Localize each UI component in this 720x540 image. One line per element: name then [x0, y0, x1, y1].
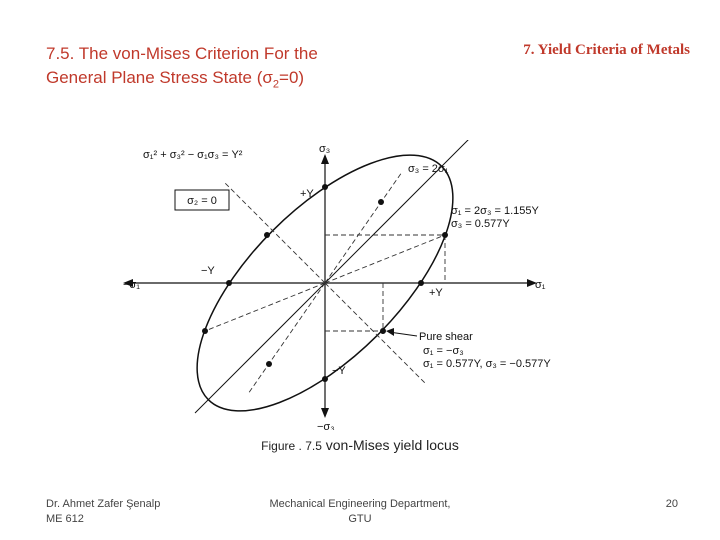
label-point-a-2: σ₃ = 0.577Y	[451, 218, 510, 230]
axis-sigma1-left-label: −σ₁	[123, 279, 140, 291]
condition-label: σ₂ = 0	[187, 195, 217, 207]
point-plus-y-sigma1	[418, 280, 424, 286]
label-minus-y-bottom: −Y	[332, 365, 346, 377]
footer-dept-line2: GTU	[348, 513, 372, 525]
footer-course: ME 612	[46, 513, 84, 525]
footer-author-block	[46, 497, 160, 527]
axis-sigma1-right-label: σ₁	[535, 279, 546, 291]
point-sigma3-2sigma1	[378, 199, 384, 205]
label-sigma3-2sigma1: σ₃ = 2σ₁	[408, 163, 449, 175]
footer-author: Dr. Ahmet Zafer Şenalp	[46, 498, 161, 510]
point-plus-y-sigma3	[322, 184, 328, 190]
point-sigma3-2sigma1-neg	[266, 361, 272, 367]
label-minus-y-left: −Y	[201, 265, 215, 277]
point-sigma1-2sigma3	[442, 232, 448, 238]
label-shear-1: σ₁ = −σ₃	[423, 345, 464, 357]
slide-title	[46, 42, 406, 96]
yield-locus-diagram	[115, 140, 595, 430]
title-line-2	[46, 66, 406, 96]
caption-text: von-Mises yield locus	[321, 437, 459, 453]
pure-shear-arrowhead	[386, 328, 394, 336]
title-line-2-text: General Plane Stress State (σ	[46, 68, 273, 87]
title-line-2-end: =0)	[279, 68, 305, 87]
point-pure-shear-neg	[264, 232, 270, 238]
caption-prefix: Figure . 7.5	[261, 439, 322, 453]
figure-caption	[0, 437, 720, 453]
point-minus-y-sigma3	[322, 376, 328, 382]
axis-sigma3-top-label: σ₃	[319, 143, 331, 155]
title-line-1: 7.5. The von-Mises Criterion For the	[46, 44, 318, 63]
label-pure-shear: Pure shear	[419, 331, 473, 343]
label-plus-y-right: +Y	[429, 287, 443, 299]
yield-equation: σ₁² + σ₃² − σ₁σ₃ = Y²	[143, 149, 243, 161]
footer-department-block	[240, 497, 480, 527]
axis-sigma3-bottom-label: −σ₃	[317, 421, 335, 430]
line-sigma3-2sigma1-neg	[248, 283, 325, 394]
point-sigma1-2sigma3-neg	[202, 328, 208, 334]
footer-dept-line1: Mechanical Engineering Department,	[269, 498, 451, 510]
label-shear-2: σ₁ = 0.577Y, σ₃ = −0.577Y	[423, 358, 551, 370]
line-sigma3-2sigma1	[325, 172, 402, 283]
page-number: 20	[665, 498, 678, 510]
sigma3-arrowhead-bottom	[321, 408, 329, 418]
sigma3-arrowhead-top	[321, 154, 329, 164]
line-sigma1-2sigma3-neg	[205, 283, 325, 331]
label-point-a-1: σ₁ = 2σ₃ = 1.155Y	[451, 205, 539, 217]
line-sigma1-2sigma3	[325, 235, 445, 283]
title-subscript: 2	[272, 78, 280, 91]
label-plus-y-top: +Y	[300, 188, 314, 200]
point-minus-y-sigma1	[226, 280, 232, 286]
point-pure-shear	[380, 328, 386, 334]
section-title: 7. Yield Criteria of Metals	[523, 42, 690, 58]
